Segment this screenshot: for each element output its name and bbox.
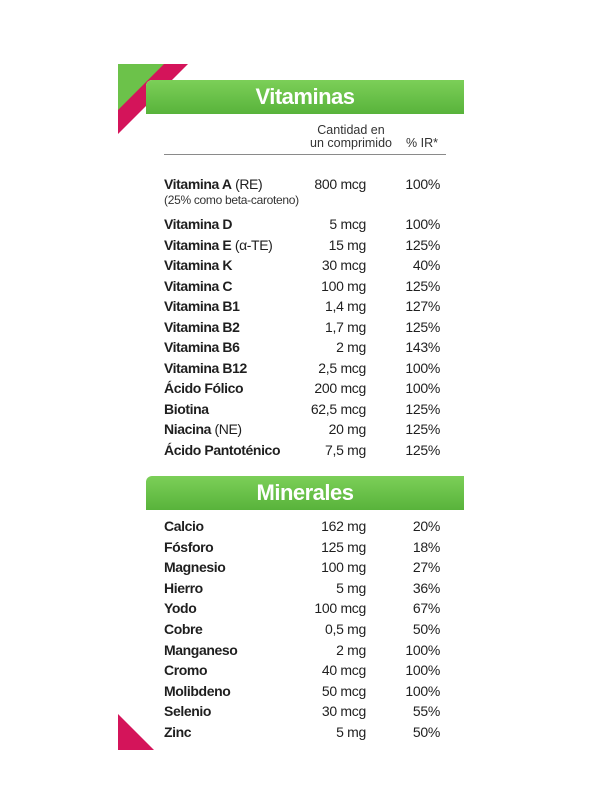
nutrient-name-text: Vitamina B12 (164, 359, 247, 376)
header-divider (164, 154, 446, 155)
table-row (164, 681, 454, 701)
nutrient-name-text: Hierro (164, 579, 203, 596)
table-row (164, 557, 454, 577)
nutrient-percent-ir: 125% (405, 318, 440, 335)
nutrient-percent-ir: 40% (412, 257, 440, 273)
quantity-column-header-line1: Cantidad en (317, 123, 385, 137)
percent-column-header: % IR* (406, 136, 438, 150)
nutrient-name-text: Biotina (164, 400, 209, 417)
nutrient-quantity: 125 mg (321, 538, 366, 555)
table-row (164, 399, 454, 419)
nutrient-percent-ir: 27% (412, 559, 440, 576)
nutrient-unit-note: (α-TE) (231, 236, 273, 253)
table-row (164, 214, 454, 234)
nutrient-name (164, 660, 207, 680)
table-row (164, 317, 454, 337)
table-row (164, 296, 454, 316)
nutrient-percent-ir: 125% (405, 441, 440, 458)
nutrient-name-text: Vitamina K (164, 257, 233, 273)
table-row (164, 598, 454, 618)
nutrient-name (164, 619, 202, 639)
nutrient-percent-ir: 100% (405, 641, 440, 658)
nutrient-name (164, 440, 280, 460)
minerals-header: Minerales (146, 476, 464, 510)
table-row (164, 619, 454, 639)
table-row (164, 235, 454, 255)
nutrient-percent-ir: 127% (405, 298, 440, 314)
nutrient-name (164, 598, 196, 618)
nutrient-percent-ir: 50% (412, 724, 440, 740)
nutrient-quantity: 7,5 mg (325, 441, 366, 458)
nutrient-name-text: Yodo (164, 600, 197, 617)
nutrient-percent-ir: 50% (412, 621, 440, 637)
nutrient-name-text: Zinc (164, 724, 192, 740)
nutrient-name-text: Ácido Pantoténico (164, 441, 281, 458)
nutrient-name-text: Magnesio (164, 559, 226, 576)
nutrient-quantity: 30 mcg (321, 257, 366, 273)
nutrition-table (146, 80, 464, 744)
nutrient-quantity: 1,7 mg (325, 318, 366, 335)
nutrient-name-text: Cobre (164, 621, 203, 637)
nutrient-name (164, 378, 243, 398)
nutrient-percent-ir: 125% (405, 236, 440, 253)
nutrient-name (164, 399, 209, 419)
nutrient-quantity: 5 mcg (329, 216, 366, 232)
table-row (164, 537, 454, 557)
nutrient-quantity: 30 mcg (321, 703, 366, 720)
table-row (164, 516, 454, 536)
nutrient-name-text: Vitamina E (164, 236, 232, 253)
nutrient-name-text: Molibdeno (164, 682, 231, 699)
table-row (164, 378, 454, 398)
nutrient-quantity: 200 mcg (314, 380, 366, 396)
nutrient-quantity: 100 mcg (314, 600, 366, 617)
nutrient-name-text: Manganeso (164, 641, 238, 658)
nutrient-percent-ir: 18% (412, 538, 440, 555)
table-row (164, 337, 454, 357)
nutrient-quantity: 2,5 mcg (318, 359, 366, 376)
nutrient-quantity: 0,5 mg (325, 621, 366, 637)
nutrient-percent-ir: 100% (405, 176, 440, 192)
nutrient-percent-ir: 67% (412, 600, 440, 617)
nutrient-name (164, 214, 232, 234)
quantity-column-header-line2: un comprimido (310, 136, 392, 150)
nutrient-name (164, 255, 232, 275)
table-row (164, 255, 454, 275)
table-row (164, 722, 454, 742)
nutrient-unit-note: (RE) (231, 176, 263, 192)
nutrient-quantity: 100 mg (321, 559, 366, 576)
nutrient-name (164, 358, 247, 378)
nutrient-name-text: Fósforo (164, 538, 214, 555)
nutrient-name (164, 557, 225, 577)
nutrient-percent-ir: 100% (405, 216, 440, 232)
nutrient-percent-ir: 125% (405, 277, 440, 294)
nutrient-quantity: 62,5 mcg (310, 400, 366, 417)
nutrient-name-text: Vitamina B6 (164, 339, 240, 355)
nutrient-name-text: Ácido Fólico (164, 380, 244, 396)
nutrient-quantity: 15 mg (328, 236, 366, 253)
nutrient-name-text: Vitamina B2 (164, 318, 240, 335)
nutrient-name-text: Niacina (164, 421, 211, 437)
nutrient-name (164, 681, 230, 701)
nutrient-name (164, 640, 237, 660)
nutrient-quantity: 40 mcg (321, 662, 366, 679)
nutrient-percent-ir: 100% (405, 682, 440, 699)
nutrient-name (164, 317, 240, 337)
nutrient-percent-ir: 125% (405, 421, 440, 437)
nutrient-name (164, 516, 204, 536)
nutrient-name-text: Calcio (164, 518, 204, 534)
nutrient-quantity: 2 mg (336, 339, 366, 355)
nutrient-percent-ir: 100% (405, 662, 440, 679)
table-row (164, 276, 454, 296)
nutrient-name-text: Cromo (164, 662, 208, 679)
nutrient-percent-ir: 125% (405, 400, 440, 417)
table-row (164, 640, 454, 660)
nutrient-name-text: Vitamina C (164, 277, 233, 294)
nutrient-quantity: 100 mg (321, 277, 366, 294)
vitamins-header: Vitaminas (146, 80, 464, 114)
nutrient-name (164, 296, 240, 316)
nutrient-name (164, 235, 272, 255)
table-row (164, 701, 454, 721)
quantity-column-header (296, 124, 406, 150)
nutrition-label-panel (118, 64, 464, 750)
nutrient-percent-ir: 143% (405, 339, 440, 355)
table-row (164, 440, 454, 460)
nutrient-name (164, 419, 242, 439)
nutrient-quantity: 162 mg (321, 518, 366, 534)
nutrient-name (164, 276, 232, 296)
nutrient-name-text: Selenio (164, 703, 211, 720)
table-row (164, 419, 454, 439)
nutrient-quantity: 2 mg (336, 641, 366, 658)
nutrient-quantity: 50 mcg (321, 682, 366, 699)
nutrient-name (164, 337, 240, 357)
nutrient-name (164, 722, 191, 742)
table-row (164, 578, 454, 598)
nutrient-quantity: 20 mg (328, 421, 366, 437)
table-row (164, 174, 454, 194)
table-row (164, 358, 454, 378)
nutrient-quantity: 5 mg (336, 724, 366, 740)
table-row (164, 660, 454, 680)
nutrient-name-text: Vitamina A (164, 176, 232, 192)
nutrient-percent-ir: 100% (405, 359, 440, 376)
nutrient-percent-ir: 100% (405, 380, 440, 396)
nutrient-name (164, 578, 203, 598)
nutrient-quantity: 5 mg (336, 579, 366, 596)
nutrient-name-text: Vitamina D (164, 216, 233, 232)
nutrient-percent-ir: 36% (412, 579, 440, 596)
vitamin-a-note: (25% como beta-caroteno) (164, 193, 299, 207)
nutrient-percent-ir: 20% (412, 518, 440, 534)
nutrient-unit-note: (NE) (211, 421, 242, 437)
nutrient-quantity: 800 mcg (314, 176, 366, 192)
nutrient-name (164, 174, 262, 194)
nutrient-name (164, 701, 211, 721)
nutrient-quantity: 1,4 mg (325, 298, 366, 314)
nutrient-name (164, 537, 213, 557)
nutrient-name-text: Vitamina B1 (164, 298, 240, 314)
nutrient-percent-ir: 55% (412, 703, 440, 720)
